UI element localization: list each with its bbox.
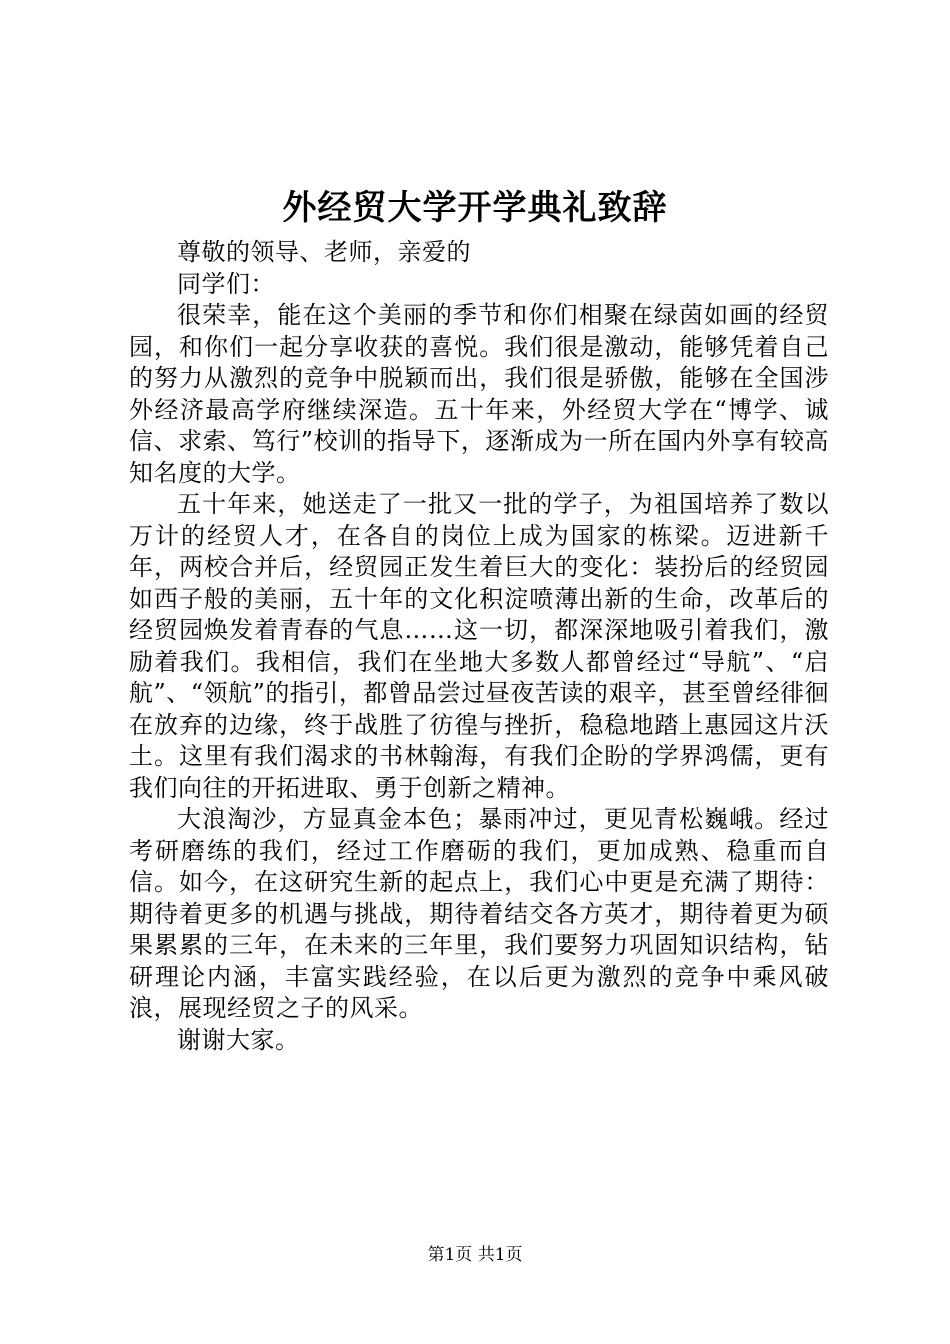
- document-body: [129, 237, 829, 1056]
- paragraph-1: 很荣幸，能在这个美丽的季节和你们相聚在绿茵如画的经贸园，和你们一起分享收获的喜悦。我们很是激动，能够凭着自己的努力从激烈的竞争中脱颖而出，我们很是骄傲，能够在全国涉外经济最高学府继续深造。五十年来，外经贸大学在“博学、诚信、求索、笃行”校训的指导下，逐渐成为一所在国内外享有较高知名度的大学。: [129, 301, 829, 487]
- page-footer: 第1页 共1页: [427, 1245, 523, 1265]
- salutation-line-1: 尊敬的领导、老师，亲爱的: [177, 238, 471, 266]
- paragraph-2: 五十年来，她送走了一批又一批的学子，为祖国培养了数以万计的经贸人才，在各自的岗位上成为国家的栋梁。迈进新千年，两校合并后，经贸园正发生着巨大的变化：装扮后的经贸园如西子般的美丽，五十年的文化积淀喷薄出新的生命，改革后的经贸园焕发着青春的气息……这一切，都深深地吸引着我们，激励着我们。我相信，我们在坐地大多数人都曾经过“导航”、“启航”、“领航”的指引，都曾品尝过昼夜苦读的艰辛，甚至曾经徘徊在放弃的边缘，终于战胜了彷徨与挫折，稳稳地踏上惠园这片沃土。这里有我们渴求的书林翰海，有我们企盼的学界鸿儒，更有我们向往的开拓进取、勇于创新之精神。: [129, 490, 829, 802]
- paragraph-3: 大浪淘沙，方显真金本色；暴雨冲过，更见青松巍峨。经过考研磨练的我们，经过工作磨砺的我们，更加成熟、稳重而自信。如今，在这研究生新的起点上，我们心中更是充满了期待：期待着更多的机遇与挑战，期待着结交各方英才，期待着更为硕果累累的三年，在未来的三年里，我们要努力巩固知识结构，钻研理论内涵，丰富实践经验，在以后更为激烈的竞争中乘风破浪，展现经贸之子的风采。: [129, 805, 829, 1022]
- document-title: 外经贸大学开学典礼致辞: [282, 188, 668, 228]
- closing-line: 谢谢大家。: [177, 1025, 300, 1054]
- salutation-line-2: 同学们：: [177, 269, 275, 298]
